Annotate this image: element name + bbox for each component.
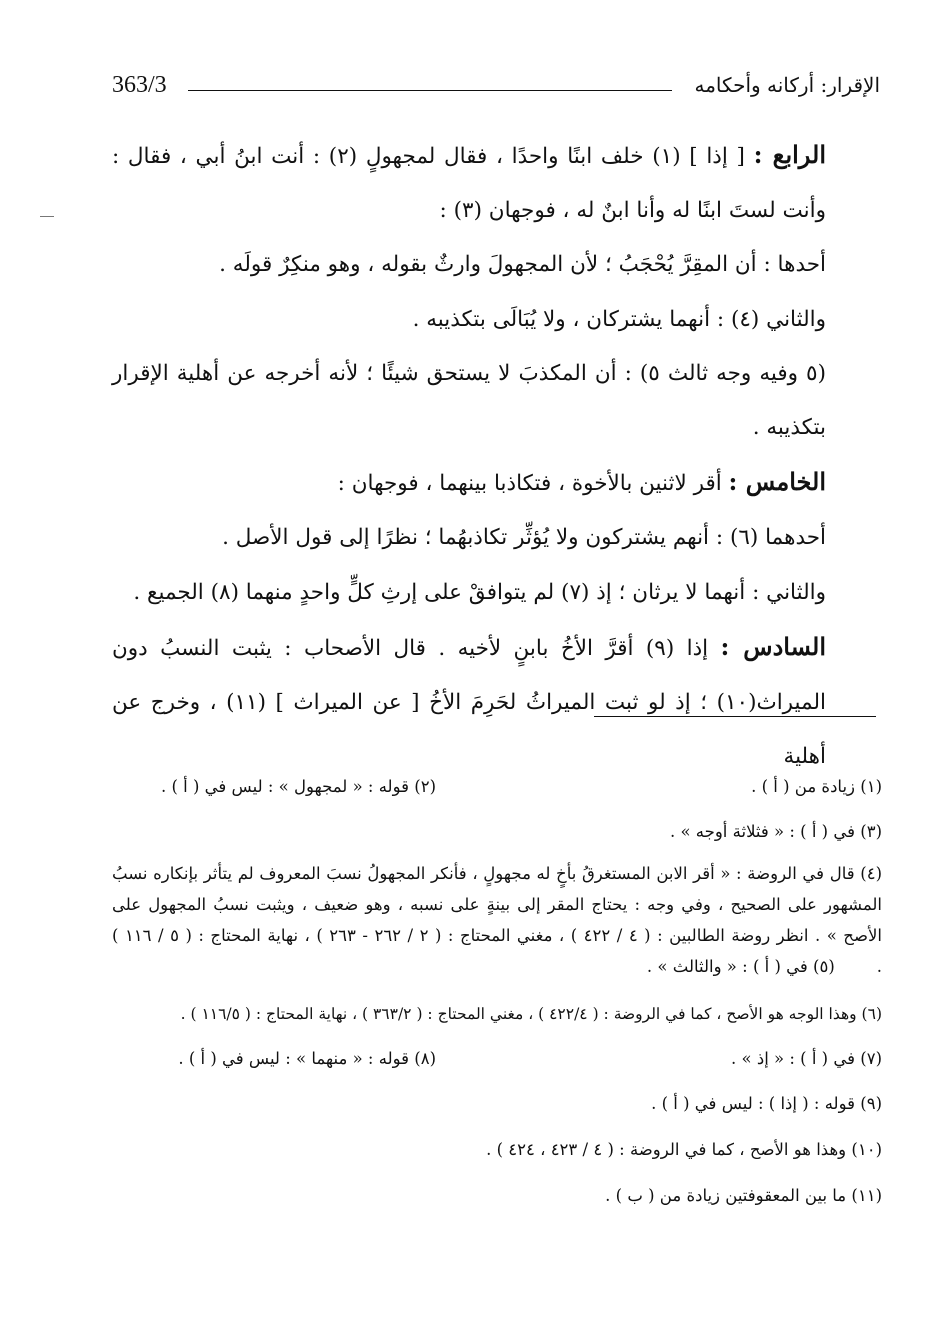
paragraph-fifth-first-view: أحدهما (٦) : أنهم يشتركون ولا يُؤثِّر تكاذبهُما ؛ نظرًا إلى قول الأصل .	[222, 525, 826, 551]
paragraph-fourth-text: [ إذا ] (١) خلف ابنًا واحدًا ، فقال لمجهولٍ (٢) : أنت ابنُ أبي ، فقال : وأنت لستَ ابنًا له وأنا ابنٌ له ، فوجهان (٣) :	[112, 144, 826, 224]
section-lead-sixth: السادس :	[720, 631, 826, 661]
paragraph-first-view: أحدها : أن المقِرَّ يُحْجَبُ ؛ لأن المجهولَ وارثٌ بقوله ، وهو منكِرٌ قولَه .	[219, 252, 826, 278]
footnote-6: (٦) وهذا الوجه هو الأصح ، كما في الروضة : ( ٤٢٢/٤ ) ، مغني المحتاج : ( ٣٦٣/٢ ) ، نهاية المحتاج : ( ١١٦/٥ ) .	[180, 1005, 882, 1023]
footnote-2: (٢) قوله : « لمجهول » : ليس في ( أ ) .	[160, 777, 436, 796]
section-lead-fifth: الخامس :	[728, 467, 826, 497]
footnote-7: (٧) في ( أ ) : « إذ » .	[731, 1049, 882, 1068]
paragraph-fifth-second-view: والثاني : أنهما لا يرثان ؛ إذ (٧) لم يتوافقْ على إرثِ كلٍّ واحدٍ منهما (٨) الجميع .	[133, 579, 826, 605]
footnote-1: (١) زيادة من ( أ ) .	[751, 777, 882, 796]
paragraph-sixth	[112, 620, 882, 785]
paragraph-fifth-text: أقر لاثنين بالأخوة ، فتكاذبا بينهما ، فوجهان :	[337, 471, 722, 497]
footnote-11: (١١) ما بين المعقوفتين زيادة من ( ب ) .	[605, 1186, 882, 1205]
paragraph-second-view: والثاني (٤) : أنهما يشتركان ، ولا يُبَالَى بتكذيبه .	[412, 306, 826, 332]
footnote-5: (٥) في ( أ ) : « والثالث » .	[646, 957, 835, 976]
running-title: الإقرار: أركانه وأحكامه	[694, 73, 880, 97]
footnote-row	[112, 1040, 882, 1078]
footnote-4-text: (٤) قال في الروضة : « أقر الابن المستغرقُ بأخٍ له مجهولٍ ، فأنكر المجهولُ نسبَ المعروف لم يتأثر بإنكاره نسبُ المشهور على الصحيح ، وفي وجه : يحتاج المقر إلى بينةٍ على نسبه ، وهو ضعيف ، ويثبت نسبُ المجهول على الأصح » . انظر روضة الطالبين : ( ٤ / ٤٢٢ ) ، مغني المحتاج : ( ٢ / ٢٦٢ - ٢٦٣ ) ، نهاية المحتاج : ( ٥ / ١١٦ ) .	[112, 864, 882, 976]
paragraph-sixth-text: إذا (٩) أقرَّ الأخُ بابنٍ لأخيه . قال الأصحاب : يثبت النسبُ دون الميراث(١٠) ؛ إذ لو ثبت الميراثُ لحَرِمَ الأخُ [ عن الميراث ] (١١) ، وخرج عن أهلية	[112, 635, 826, 770]
page-number: 363/3	[112, 72, 167, 98]
paragraph-fifth	[112, 455, 882, 511]
footnote-3: (٣) في ( أ ) : « فثلاثة أوجه » .	[669, 822, 882, 841]
paragraph-fourth	[112, 128, 882, 238]
section-lead-fourth: الرابع :	[753, 140, 827, 169]
header-rule	[188, 90, 672, 91]
footnote-9: (٩) قوله : ( إذا ) : ليس في ( أ ) .	[651, 1094, 882, 1113]
footnote-8: (٨) قوله : « منهما » : ليس في ( أ ) .	[178, 1049, 436, 1068]
footnote-separator	[594, 716, 876, 717]
footnote-10: (١٠) وهذا هو الأصح ، كما في الروضة : ( ٤ / ٤٢٣ ، ٤٢٤ ) .	[486, 1140, 882, 1159]
running-header	[112, 68, 880, 104]
paragraph-third-view: (٥ وفيه وجه ثالث ٥) : أن المكذبَ لا يستحق شيئًا ؛ لأنه أخرجه عن أهلية الإقرار بتكذيبه .	[112, 360, 826, 441]
footnote-row	[112, 768, 882, 806]
footnote-4	[112, 858, 882, 982]
footnotes	[112, 768, 882, 1216]
margin-mark	[40, 216, 54, 217]
main-text	[112, 128, 882, 784]
